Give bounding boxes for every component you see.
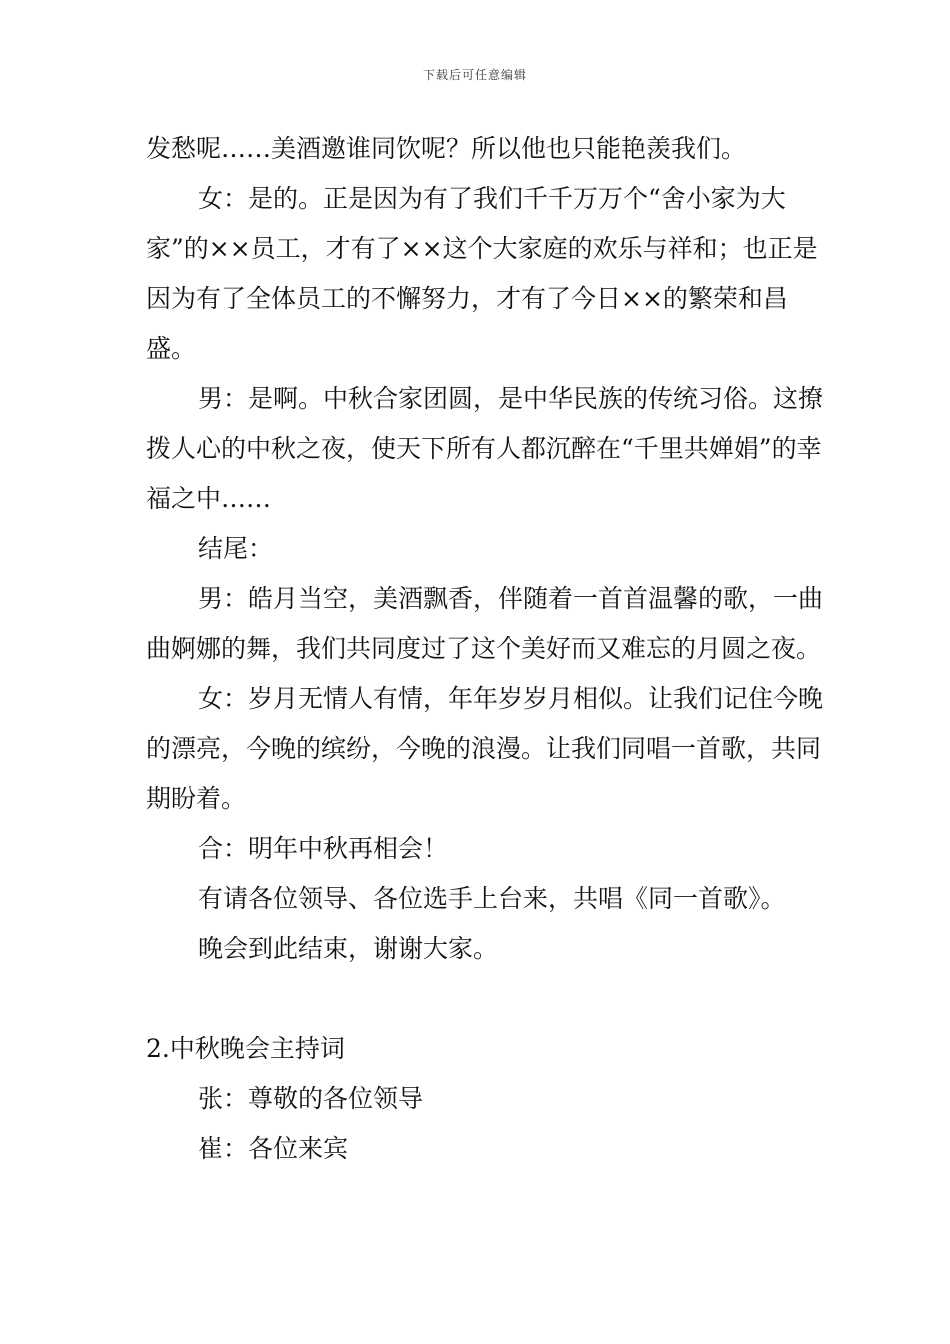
paragraph-8: 有请各位领导、各位选手上台来，共唱《同一首歌》。 bbox=[198, 884, 786, 913]
page-header: 下载后可任意编辑 bbox=[422, 68, 527, 82]
paragraph-5: 男：皓月当空，美酒飘香，伴随着一首首温馨的歌，一曲曲婀娜的舞，我们共同度过了这个美好而又难忘的月圆之夜。 bbox=[146, 584, 824, 663]
spacer bbox=[146, 974, 826, 1024]
paragraph-3: 男：是啊。中秋合家团圆，是中华民族的传统习俗。这撩拨人心的中秋之夜，使天下所有人都沉醉在“千里共婵娟”的幸福之中…… bbox=[146, 384, 824, 513]
paragraph-1: 发愁呢……美酒邀谁同饮呢？所以他也只能艳羡我们。 bbox=[146, 134, 747, 163]
paragraph-7: 合：明年中秋再相会！ bbox=[198, 834, 449, 863]
paragraph-6: 女：岁月无情人有情，年年岁岁月相似。让我们记住今晚的漂亮，今晚的缤纷，今晚的浪漫。让我们同唱一首歌，共同期盼着。 bbox=[146, 684, 824, 813]
paragraph-11: 崔：各位来宾 bbox=[198, 1134, 349, 1163]
paragraph-4: 结尾： bbox=[198, 534, 274, 563]
section-title: 2.中秋晚会主持词 bbox=[146, 1034, 345, 1063]
paragraph-10: 张：尊敬的各位领导 bbox=[198, 1084, 424, 1113]
document-body bbox=[146, 124, 826, 1174]
paragraph-2: 女：是的。正是因为有了我们千千万万个“舍小家为大家”的××员工，才有了××这个大家庭的欢乐与祥和；也正是因为有了全体员工的不懈努力，才有了今日××的繁荣和昌盛。 bbox=[146, 184, 818, 363]
paragraph-9: 晚会到此结束，谢谢大家。 bbox=[198, 934, 499, 963]
